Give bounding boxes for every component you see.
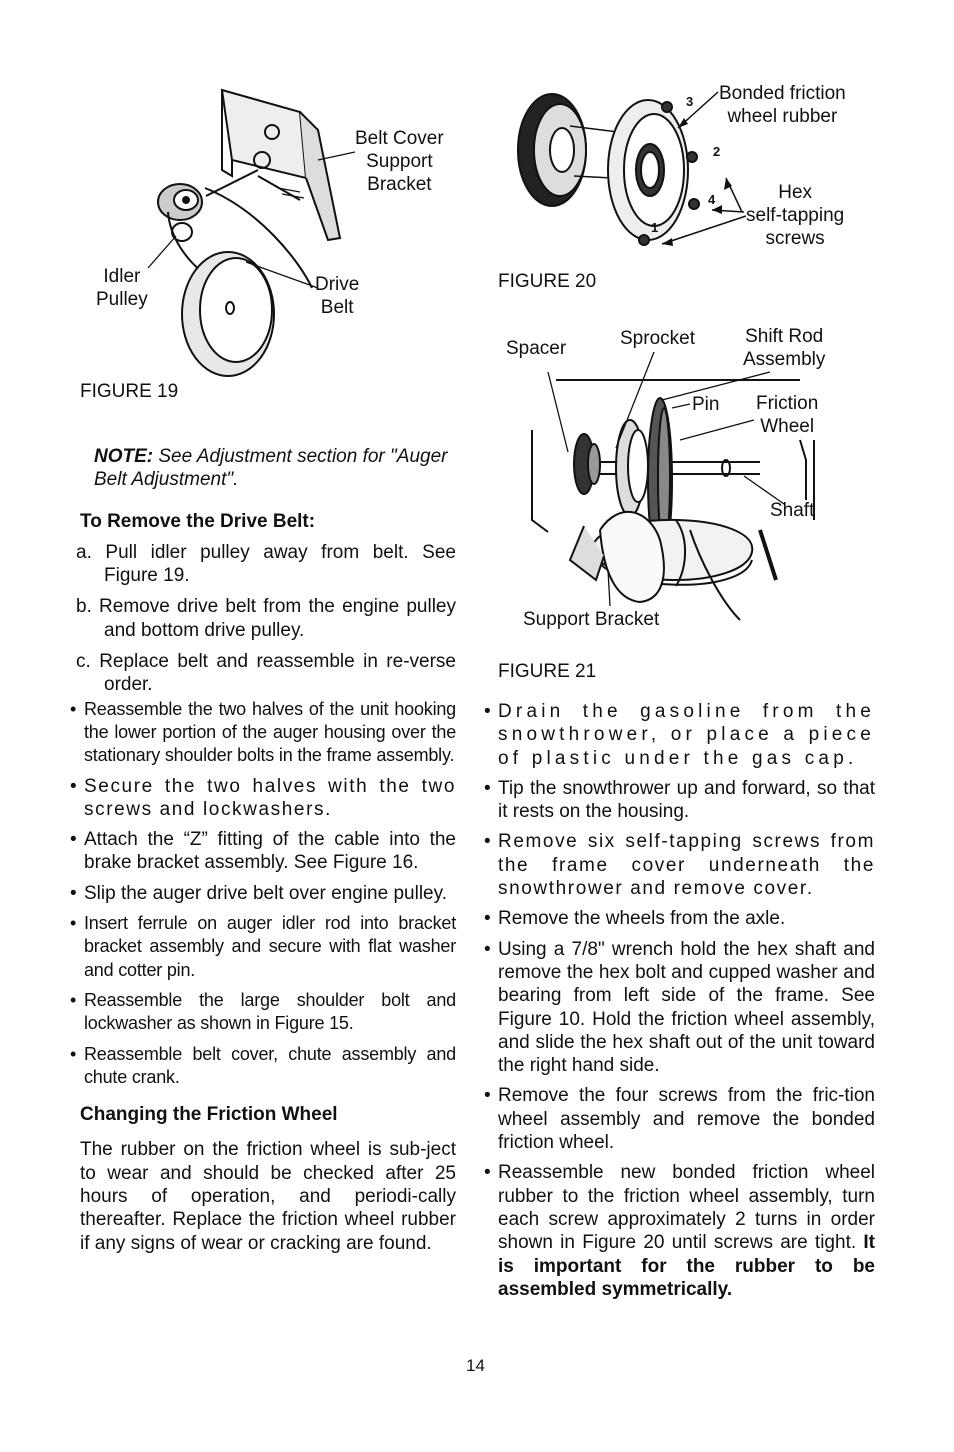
remove-belt-heading: To Remove the Drive Belt:: [80, 510, 316, 532]
label-line: Drive: [315, 274, 360, 295]
label-line: wheel rubber: [727, 106, 838, 127]
bullet-item: • Attach the “Z” fitting of the cable into the brake bracket assembly. See Figure 16.: [70, 828, 456, 875]
step-a: a. Pull idler pulley away from belt. See Figure 19.: [76, 541, 456, 587]
friction-wheel-label: [756, 392, 818, 438]
right-column: [484, 700, 875, 1308]
note: [70, 445, 456, 492]
sprocket-label: Sprocket: [620, 328, 695, 349]
label-line: screws: [765, 228, 825, 249]
support-bracket-label: Support Bracket: [523, 609, 660, 630]
screw-number: 2: [713, 144, 721, 159]
bullet-text: Reassemble new bonded friction wheel rubber to the friction wheel assembly, turn each screw approximately 2 turns in order shown in Figure 20 until screws are tight.: [498, 1162, 875, 1254]
label-line: Bracket: [367, 174, 432, 195]
bullet-item: • Using a 7/8" wrench hold the hex shaft and remove the hex bolt and cupped washer and bearing from left side of the frame. See Figure 10. Hold the friction wheel assembly, and slide the hex shaft out of the unit toward the right hand side.: [484, 938, 875, 1078]
screw-number: 1: [651, 220, 659, 235]
label-line: Friction: [756, 393, 819, 414]
bullet-item: • Drain the gasoline from the snowthrower, or place a piece of plastic under the gas cap.: [484, 700, 875, 770]
bullet-emphasis: It is important for the rubber to be assembled symmetrically.: [498, 1232, 875, 1300]
label-line: Support: [366, 151, 433, 172]
friction-heading: Changing the Friction Wheel: [80, 1104, 338, 1126]
note-label: NOTE:: [94, 446, 154, 467]
spacer-label: Spacer: [506, 338, 567, 359]
bullet-item: • Remove the four screws from the fric-tion wheel assembly and remove the bonded friction wheel.: [484, 1084, 875, 1154]
shaft-label: Shaft: [770, 500, 815, 521]
bullet-item: • Slip the auger drive belt over engine pulley.: [70, 882, 456, 905]
step-b: b. Remove drive belt from the engine pulley and bottom drive pulley.: [76, 596, 456, 641]
label-line: Hex: [778, 182, 813, 203]
label-line: Pulley: [96, 289, 148, 310]
label-line: Belt Cover: [355, 128, 444, 149]
screw-number: 4: [708, 192, 716, 207]
bullet-item: • Secure the two halves with the two screws and lockwashers.: [70, 775, 456, 822]
left-column: [70, 445, 456, 1255]
friction-paragraph: The rubber on the friction wheel is sub-ject to wear and should be checked after 25 hours of operation, and periodi-cally thereafter. Replace the friction wheel rubber if any signs of wear or cracking are found.: [80, 1139, 456, 1254]
bullet-item: • Reassemble belt cover, chute assembly and chute crank.: [70, 1043, 456, 1090]
bullet-item: [484, 1161, 875, 1301]
label-line: Shift Rod: [745, 326, 824, 347]
figure-20-caption: FIGURE 20: [498, 271, 597, 292]
label-line: Idler: [103, 266, 141, 287]
figure-19-caption: FIGURE 19: [80, 381, 179, 402]
pin-label: Pin: [692, 394, 720, 415]
shift-rod-label: [743, 325, 825, 371]
label-line: self-tapping: [746, 205, 845, 226]
bullet-item: • Remove six self-tapping screws from the frame cover underneath the snowthrower and remove cover.: [484, 830, 875, 900]
bullet-item: • Insert ferrule on auger idler rod into bracket bracket assembly and secure with flat washer and cotter pin.: [70, 912, 456, 982]
step-c: c. Replace belt and reassemble in re-verse order.: [76, 651, 456, 696]
bullet-item: • Reassemble the large shoulder bolt and lockwasher as shown in Figure 15.: [70, 989, 456, 1036]
bullet-item: • Tip the snowthrower up and forward, so that it rests on the housing.: [484, 777, 875, 824]
label-line: Assembly: [743, 349, 826, 370]
page-number: 14: [466, 1356, 485, 1375]
figure-21-caption: FIGURE 21: [498, 661, 597, 682]
label-line: Bonded friction: [719, 83, 846, 104]
label-line: Wheel: [760, 416, 815, 437]
bullet-item: • Remove the wheels from the axle.: [484, 907, 875, 930]
bullet-item: • Reassemble the two halves of the unit hooking the lower portion of the auger housing over the stationary shoulder bolts in the frame assembly.: [70, 698, 456, 768]
screw-number: 3: [686, 94, 694, 109]
note-text: See Adjustment section for "Auger Belt Adjustment".: [94, 446, 448, 491]
label-line: Belt: [320, 297, 354, 318]
